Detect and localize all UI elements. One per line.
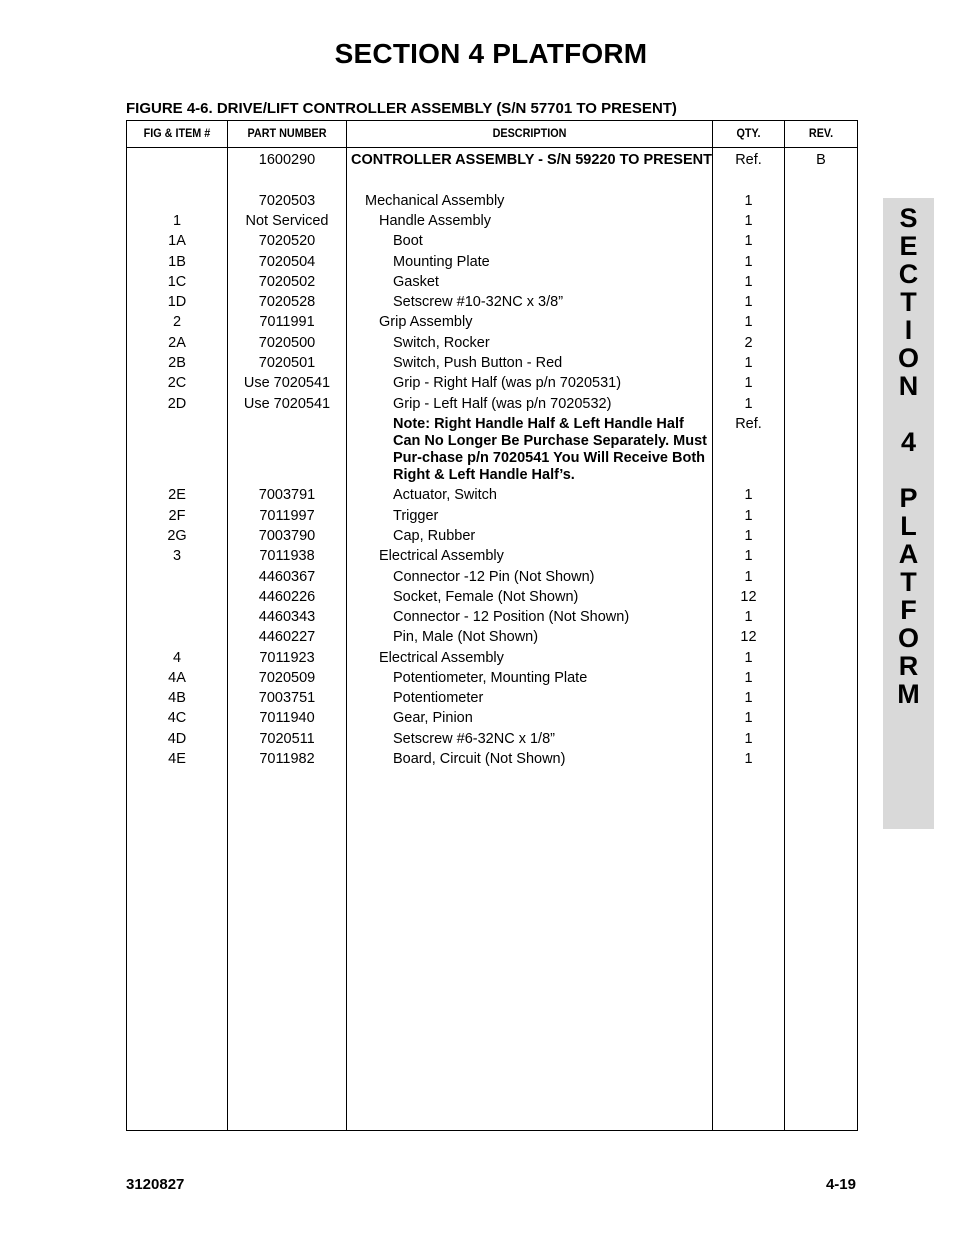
- row-part-number: 7003790: [258, 528, 316, 544]
- side-tab-letter: T: [900, 567, 917, 597]
- row-part-number: Not Serviced: [245, 213, 329, 229]
- row-part-number: Use 7020541: [243, 375, 331, 391]
- row-part-number: 7020528: [258, 294, 316, 310]
- row-fig-item: 2G: [167, 528, 187, 544]
- row-part-number: 4460226: [258, 589, 316, 605]
- header-fig: FIG & ITEM #: [143, 126, 211, 140]
- row-qty: 1: [744, 314, 753, 330]
- side-tab-letter: L: [900, 511, 917, 541]
- row-part-number: 7020502: [258, 274, 316, 290]
- row-description: Potentiometer: [393, 690, 484, 706]
- row-qty: 1: [744, 731, 753, 747]
- row-qty: 1: [744, 193, 753, 209]
- row-qty: 1: [744, 508, 753, 524]
- row-part-number: 7020501: [258, 355, 316, 371]
- side-tab-letter: 4: [900, 427, 917, 457]
- column-divider: [784, 121, 785, 1130]
- row-description: Note: Right Handle Half & Left Handle Half Can No Longer Be Purchase Separately. Must Pur-chase p/n 7020541 You Will Receive Both Right & Left Handle Half’s.: [393, 416, 707, 483]
- section-side-tab: [883, 198, 934, 829]
- row-rev: B: [816, 152, 826, 168]
- side-tab-letter: S: [899, 203, 918, 233]
- row-qty: 1: [744, 487, 753, 503]
- column-divider: [712, 121, 713, 1130]
- row-qty: 1: [744, 213, 753, 229]
- row-description: Trigger: [393, 508, 439, 524]
- row-description: CONTROLLER ASSEMBLY - S/N 59220 TO PRESENT: [351, 152, 712, 168]
- row-qty: 1: [744, 254, 753, 270]
- parts-table: [126, 120, 858, 1131]
- row-part-number: 7011923: [259, 650, 315, 666]
- side-tab-letter: E: [899, 231, 918, 261]
- row-part-number: 1600290: [258, 152, 316, 168]
- row-fig-item: 1B: [168, 254, 186, 270]
- row-qty: 1: [744, 751, 753, 767]
- row-fig-item: 4E: [168, 751, 186, 767]
- row-qty: 1: [744, 396, 753, 412]
- row-description: Connector - 12 Position (Not Shown): [393, 609, 630, 625]
- row-description: Potentiometer, Mounting Plate: [393, 670, 588, 686]
- row-part-number: 7011991: [259, 314, 315, 330]
- header-divider: [127, 147, 857, 148]
- side-tab-letter: R: [898, 651, 919, 681]
- side-tab-letter: I: [904, 315, 913, 345]
- row-fig-item: 2F: [168, 508, 186, 524]
- row-qty: 1: [744, 609, 753, 625]
- row-part-number: 4460227: [258, 629, 316, 645]
- row-qty: 2: [744, 335, 753, 351]
- row-part-number: 7011938: [259, 548, 315, 564]
- row-fig-item: 2D: [167, 396, 187, 412]
- row-fig-item: 1D: [167, 294, 187, 310]
- row-part-number: 7020509: [258, 670, 316, 686]
- row-description: Board, Circuit (Not Shown): [393, 751, 566, 767]
- column-divider: [346, 121, 347, 1130]
- row-fig-item: 4: [172, 650, 182, 666]
- row-description: Gasket: [393, 274, 439, 290]
- row-qty: 1: [744, 375, 753, 391]
- row-qty: Ref.: [735, 152, 762, 168]
- header-rev: REV.: [808, 126, 834, 140]
- row-fig-item: 2A: [168, 335, 186, 351]
- row-description: Electrical Assembly: [379, 650, 504, 666]
- row-description: Connector -12 Pin (Not Shown): [393, 569, 595, 585]
- header-description: DESCRIPTION: [492, 126, 567, 140]
- side-tab-letter: O: [897, 343, 919, 373]
- row-part-number: 7011997: [259, 508, 315, 524]
- figure-title: FIGURE 4-6. DRIVE/LIFT CONTROLLER ASSEMBLY (S/N 57701 TO PRESENT): [126, 100, 677, 117]
- side-tab-letter: F: [900, 595, 917, 625]
- row-description: Socket, Female (Not Shown): [393, 589, 579, 605]
- row-part-number: 7020503: [258, 193, 316, 209]
- row-qty: Ref.: [735, 416, 762, 432]
- row-part-number: 7011982: [259, 751, 315, 767]
- column-divider: [227, 121, 228, 1130]
- side-tab-letter: P: [899, 483, 918, 513]
- row-part-number: 7020511: [259, 731, 315, 747]
- row-qty: 1: [744, 294, 753, 310]
- document-number: 3120827: [126, 1176, 185, 1193]
- side-tab-letter: O: [897, 623, 919, 653]
- side-tab-letter: M: [897, 679, 920, 709]
- row-part-number: 7003791: [258, 487, 316, 503]
- row-fig-item: 2B: [168, 355, 186, 371]
- row-part-number: 7020504: [258, 254, 316, 270]
- row-qty: 1: [744, 710, 753, 726]
- row-part-number: 7020520: [258, 233, 316, 249]
- row-description: Grip Assembly: [379, 314, 473, 330]
- row-qty: 1: [744, 355, 753, 371]
- row-qty: 1: [744, 650, 753, 666]
- row-qty: 1: [744, 670, 753, 686]
- row-part-number: 4460367: [258, 569, 316, 585]
- row-qty: 1: [744, 528, 753, 544]
- row-description: Grip - Left Half (was p/n 7020532): [393, 396, 612, 412]
- row-description: Cap, Rubber: [393, 528, 476, 544]
- row-fig-item: 1C: [167, 274, 187, 290]
- row-fig-item: 4D: [167, 731, 187, 747]
- row-part-number: 7011940: [259, 710, 315, 726]
- row-qty: 1: [744, 233, 753, 249]
- row-part-number: Use 7020541: [243, 396, 331, 412]
- page-number: 4-19: [825, 1176, 856, 1193]
- header-part-number: PART NUMBER: [247, 126, 327, 140]
- side-tab-letter: C: [898, 259, 919, 289]
- row-fig-item: 1A: [168, 233, 186, 249]
- header-qty: QTY.: [736, 126, 761, 140]
- row-fig-item: 2C: [167, 375, 187, 391]
- row-description: Setscrew #10-32NC x 3/8”: [393, 294, 564, 310]
- row-qty: 1: [744, 548, 753, 564]
- row-part-number: 4460343: [258, 609, 316, 625]
- side-tab-letter: N: [898, 371, 919, 401]
- row-fig-item: 2: [172, 314, 182, 330]
- row-fig-item: 3: [172, 548, 182, 564]
- page-title: SECTION 4 PLATFORM: [334, 38, 648, 69]
- row-fig-item: 4B: [168, 690, 186, 706]
- row-description: Electrical Assembly: [379, 548, 504, 564]
- row-fig-item: 1: [172, 213, 182, 229]
- row-fig-item: 4A: [168, 670, 186, 686]
- row-part-number: 7003751: [258, 690, 316, 706]
- row-description: Gear, Pinion: [393, 710, 473, 726]
- row-fig-item: 4C: [167, 710, 187, 726]
- row-description: Switch, Rocker: [393, 335, 490, 351]
- row-description: Pin, Male (Not Shown): [393, 629, 539, 645]
- row-description: Setscrew #6-32NC x 1/8”: [393, 731, 555, 747]
- side-tab-letter: T: [900, 287, 917, 317]
- row-qty: 12: [740, 589, 757, 605]
- row-qty: 1: [744, 274, 753, 290]
- row-qty: 1: [744, 690, 753, 706]
- row-qty: 1: [744, 569, 753, 585]
- row-fig-item: 2E: [168, 487, 186, 503]
- row-description: Switch, Push Button - Red: [393, 355, 563, 371]
- row-description: Mounting Plate: [393, 254, 490, 270]
- row-qty: 12: [740, 629, 757, 645]
- row-description: Actuator, Switch: [393, 487, 497, 503]
- side-tab-letter: A: [898, 539, 919, 569]
- row-description: Grip - Right Half (was p/n 7020531): [393, 375, 622, 391]
- row-description: Mechanical Assembly: [365, 193, 505, 209]
- row-description: Handle Assembly: [379, 213, 492, 229]
- row-part-number: 7020500: [258, 335, 316, 351]
- row-description: Boot: [393, 233, 423, 249]
